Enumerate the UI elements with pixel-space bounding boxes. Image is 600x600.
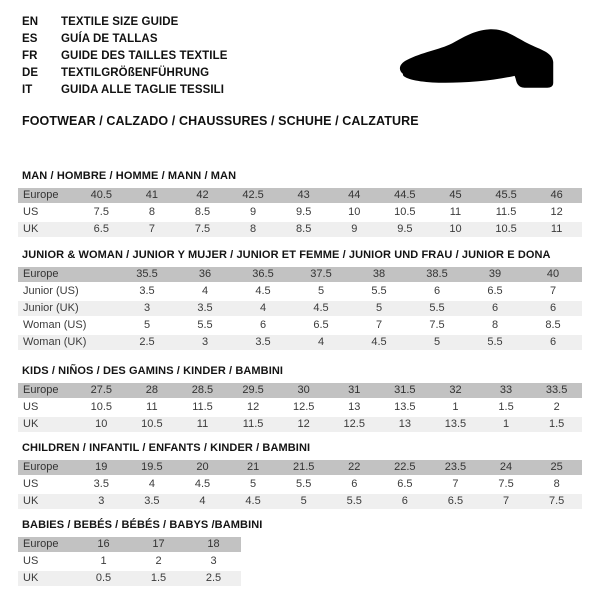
size-value: 7.5 [429,319,445,331]
size-table-title: CHILDREN / INFANTIL / ENFANTS / KINDER / BAMBINI [22,442,311,454]
size-value: 31.5 [394,384,416,396]
size-value: 20 [196,461,209,473]
size-value: 8.5 [296,223,312,235]
size-value: 5.5 [197,319,213,331]
size-value: 4 [148,478,155,490]
size-value: 19 [95,461,108,473]
language-code: IT [22,83,33,96]
row-label: UK [23,418,39,430]
language-code: DE [22,66,39,79]
size-value: 12.5 [292,401,315,413]
size-value: 41 [145,189,159,201]
language-code: ES [22,32,38,45]
size-value: 10.5 [495,223,517,235]
size-table-section [18,170,582,237]
size-table-title: BABIES / BEBÉS / BÉBÉS / BABYS /BAMBINI [22,519,263,531]
size-table-section [18,442,582,509]
size-value: 45 [449,189,462,201]
size-value: 5 [375,302,383,314]
size-value: 5 [143,319,151,331]
size-value: 32 [449,384,462,396]
size-value: 8 [553,478,560,490]
size-value: 38 [372,268,386,280]
size-value: 5 [300,495,307,507]
size-value: 6.5 [487,285,503,297]
size-tables [18,170,582,586]
size-value: 7 [148,223,155,235]
size-value: 28 [145,384,159,396]
row-label: US [23,478,39,490]
row-label: Europe [23,384,59,396]
size-value: 42 [196,189,209,201]
size-value: 22 [348,461,361,473]
row-label: Junior (US) [23,285,79,297]
size-value: 17 [152,538,165,550]
size-value: 35.5 [136,268,158,280]
size-value: 5.5 [487,336,503,348]
size-value: 3 [201,336,209,348]
language-code: EN [22,15,39,28]
row-label: UK [23,495,39,507]
size-value: 6 [401,495,408,507]
size-value: 12 [550,206,563,218]
size-value: 1 [452,401,459,413]
size-value: 4.5 [371,336,387,348]
size-table-title: MAN / HOMBRE / HOMME / MANN / MAN [22,170,237,182]
size-value: 1.5 [548,418,565,430]
size-value: 1.5 [150,572,167,584]
size-value: 25 [550,461,563,473]
size-row-europe [18,537,241,552]
dress-shoe-icon [396,24,574,98]
size-table-section [18,519,582,586]
size-value: 3 [98,495,105,507]
size-value: 2.5 [139,336,155,348]
size-value: 2 [155,555,162,567]
size-value: 7.5 [93,206,109,218]
size-value: 13.5 [444,418,467,430]
size-value: 11 [146,401,158,413]
size-value: 38.5 [426,268,448,280]
size-row-us [18,477,582,492]
size-value: 11 [449,206,462,218]
size-row-uk [18,571,241,586]
size-value: 3 [143,302,151,314]
language-code: FR [22,49,38,62]
size-value: 3.5 [197,302,213,314]
size-value: 27.5 [90,384,112,396]
size-value: 36 [198,268,212,280]
size-value: 31 [348,384,361,396]
size-value: 10.5 [141,418,163,430]
size-value: 40 [546,268,560,280]
size-value: 5.5 [296,478,312,490]
size-value: 19.5 [141,461,163,473]
size-row-junior-us [18,284,582,299]
language-title: GUIDE DES TAILLES TEXTILE [61,49,228,62]
size-table-title: JUNIOR & WOMAN / JUNIOR Y MUJER / JUNIOR ET FEMME / JUNIOR UND FRAU / JUNIOR E DONA [22,249,551,261]
size-row-europe [18,188,582,203]
size-value: 22.5 [394,461,416,473]
size-value: 21 [246,461,260,473]
size-value: 4 [199,495,206,507]
size-value: 2.5 [205,572,222,584]
row-label: Europe [23,461,59,473]
size-row-woman-uk [18,335,582,350]
size-value: 4 [317,336,325,348]
size-value: 4 [201,285,209,297]
size-value: 5 [433,336,441,348]
size-value: 36.5 [252,268,274,280]
size-value: 10.5 [90,401,112,413]
size-table-section [18,365,582,432]
size-value: 5 [317,285,325,297]
size-row-us [18,400,582,415]
size-row-europe [18,267,582,282]
size-value: 44.5 [394,189,416,201]
size-value: 9.5 [296,206,312,218]
size-value: 3.5 [139,285,155,297]
size-value: 10.5 [394,206,416,218]
size-row-europe [18,383,582,398]
size-value: 6 [549,336,557,348]
row-label: UK [23,223,39,235]
category-title: FOOTWEAR / CALZADO / CHAUSSURES / SCHUHE / CALZATURE [22,114,419,128]
size-value: 4.5 [194,478,211,490]
size-value: 43 [297,189,310,201]
size-row-junior-uk [18,301,582,316]
row-label: UK [23,572,39,584]
row-label: US [23,401,39,413]
size-row-us [18,205,582,220]
size-value: 7 [452,478,459,490]
size-value: 7 [549,285,557,297]
size-value: 3.5 [144,495,160,507]
size-value: 10 [95,418,108,430]
size-value: 10 [449,223,462,235]
size-value: 23.5 [444,461,467,473]
language-title: GUÍA DE TALLAS [61,32,158,45]
size-value: 4.5 [245,495,261,507]
size-table [18,188,582,237]
size-value: 4.5 [255,285,271,297]
size-value: 6 [351,478,358,490]
size-value: 11 [196,418,209,430]
size-value: 3.5 [255,336,271,348]
row-label: US [23,206,39,218]
size-table-title: KIDS / NIÑOS / DES GAMINS / KINDER / BAMBINI [22,365,284,377]
size-value: 12.5 [343,418,365,430]
size-value: 6.5 [447,495,464,507]
size-value: 8.5 [545,319,561,331]
size-value: 18 [207,538,220,550]
size-value: 8 [250,223,257,235]
size-table-section [18,249,582,350]
row-label: Europe [23,189,59,201]
size-value: 11.5 [242,418,264,430]
size-value: 21.5 [292,461,315,473]
size-value: 6.5 [313,319,329,331]
size-value: 33 [499,384,513,396]
size-row-uk [18,417,582,432]
size-value: 8 [491,319,499,331]
size-value: 16 [97,538,110,550]
size-value: 11.5 [495,206,517,218]
language-title: TEXTILE SIZE GUIDE [61,15,179,28]
size-value: 9.5 [397,223,413,235]
size-value: 0.5 [95,572,112,584]
size-value: 10 [348,206,361,218]
size-value: 6 [433,285,441,297]
size-table [18,383,582,432]
size-value: 5.5 [371,285,387,297]
size-value: 6.5 [397,478,413,490]
language-title: TEXTILGRÖßENFÜHRUNG [61,66,210,79]
size-value: 6 [259,319,267,331]
size-value: 1 [502,418,510,430]
size-value: 24 [499,461,513,473]
size-row-europe [18,460,582,475]
size-row-uk [18,222,582,237]
size-value: 13.5 [394,401,416,413]
size-value: 33.5 [545,384,568,396]
size-value: 3 [210,555,217,567]
size-value: 37.5 [310,268,332,280]
size-row-us [18,554,241,569]
size-value: 13 [398,418,411,430]
language-title: GUIDA ALLE TAGLIE TESSILI [61,83,225,96]
size-value: 9 [250,206,257,218]
size-value: 9 [351,223,358,235]
size-value: 7.5 [548,495,565,507]
size-value: 5.5 [429,302,445,314]
size-value: 11.5 [192,401,213,413]
size-value: 12 [246,401,260,413]
row-label: Europe [23,538,59,550]
size-table [18,537,241,586]
size-value: 6 [549,302,557,314]
size-value: 6.5 [93,223,109,235]
size-value: 42.5 [242,189,264,201]
size-value: 29.5 [242,384,264,396]
size-row-woman-us [18,318,582,333]
size-value: 4.5 [313,302,329,314]
size-value: 30 [297,384,310,396]
size-table [18,267,582,350]
size-value: 1.5 [498,401,514,413]
size-value: 2 [553,401,560,413]
size-value: 45.5 [495,189,517,201]
size-value: 44 [348,189,361,201]
size-value: 7.5 [498,478,514,490]
size-value: 4 [259,302,267,314]
row-label: US [23,555,39,567]
row-label: Woman (UK) [23,336,87,348]
row-label: Junior (UK) [23,302,79,314]
size-value: 7.5 [194,223,211,235]
size-value: 7 [502,495,510,507]
size-value: 39 [488,268,502,280]
size-value: 11 [550,223,563,235]
size-value: 40.5 [90,189,112,201]
size-value: 46 [550,189,563,201]
size-row-uk [18,494,582,509]
size-value: 7 [375,319,383,331]
size-value: 28.5 [191,384,214,396]
row-label: Europe [23,268,59,280]
size-value: 13 [348,401,361,413]
size-value: 5.5 [346,495,362,507]
size-value: 1 [100,555,107,567]
row-label: Woman (US) [23,319,87,331]
size-value: 12 [297,418,310,430]
size-value: 8.5 [194,206,211,218]
size-value: 8 [148,206,155,218]
size-value: 5 [250,478,257,490]
size-value: 3.5 [93,478,109,490]
size-value: 6 [491,302,499,314]
size-table [18,460,582,509]
